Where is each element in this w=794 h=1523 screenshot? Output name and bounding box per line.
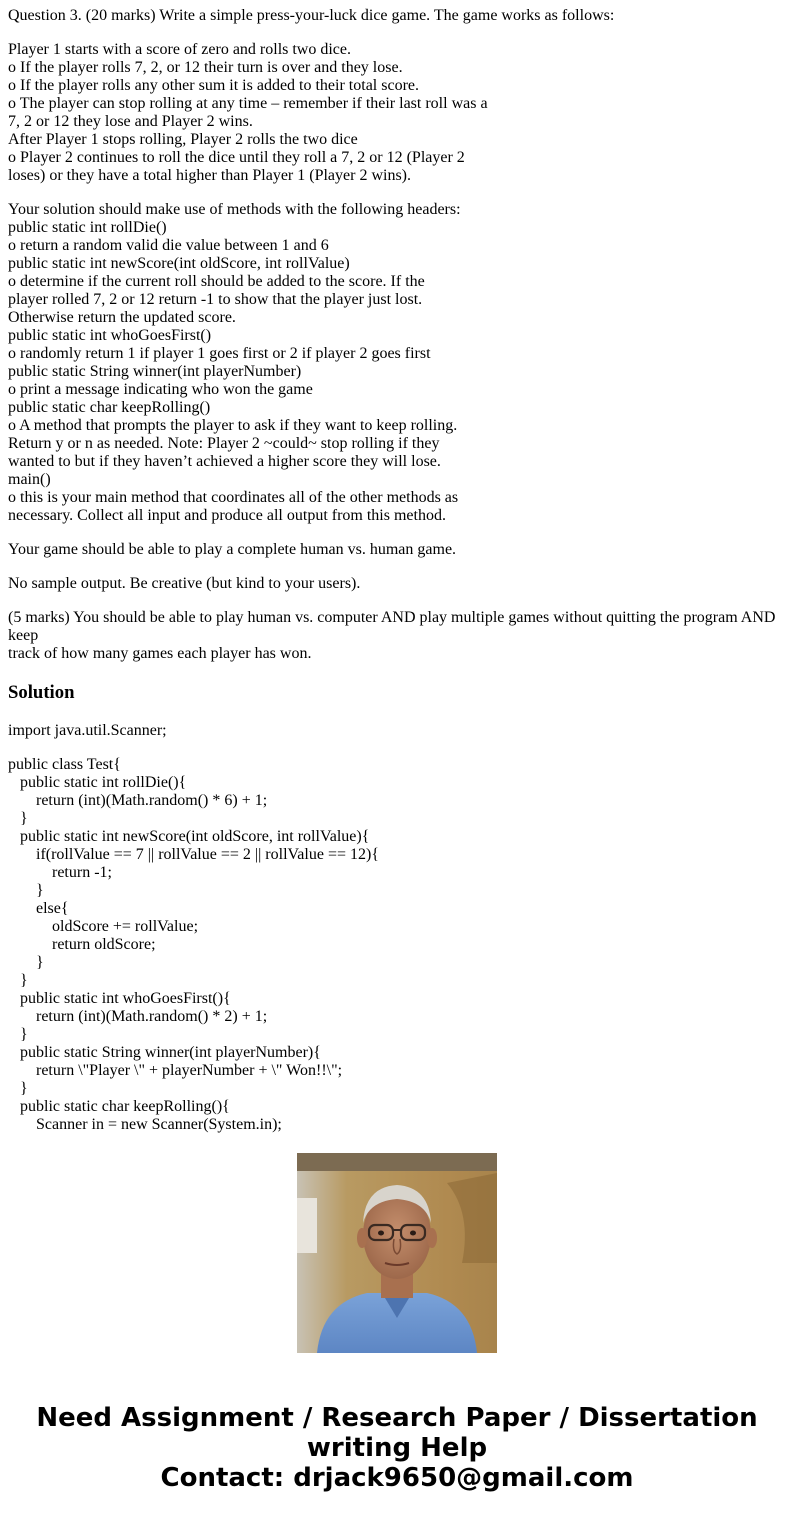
text-line: public static char keepRolling() [8, 399, 211, 416]
code-line: return -1; [8, 864, 112, 881]
text-line: player rolled 7, 2 or 12 return -1 to show that the player just lost. [8, 291, 423, 308]
text-line: After Player 1 stops rolling, Player 2 rolls the two dice [8, 131, 358, 148]
method-headers-paragraph [8, 201, 788, 525]
text-line: o return a random valid die value between 1 and 6 [8, 237, 329, 254]
code-line: public static int whoGoesFirst(){ [8, 990, 231, 1007]
text-line: Player 1 starts with a score of zero and rolls two dice. [8, 41, 352, 58]
code-line: if(rollValue == 7 || rollValue == 2 || rollValue == 12){ [8, 846, 380, 863]
bonus-marks-paragraph [8, 609, 788, 663]
import-statement [8, 722, 788, 740]
text-line: public static String winner(int playerNumber) [8, 363, 302, 380]
code-line: return oldScore; [8, 936, 156, 953]
text-line: Return y or n as needed. Note: Player 2 ~could~ stop rolling if they [8, 435, 440, 452]
promo-line-2: writing Help [306, 1433, 488, 1463]
text-line: o print a message indicating who won the game [8, 381, 313, 398]
text-line: Your solution should make use of methods with the following headers: [8, 201, 461, 218]
code-line: } [8, 1026, 28, 1043]
code-line: return \"Player \" + playerNumber + \" Won!!\"; [8, 1062, 343, 1079]
text-line: public static int whoGoesFirst() [8, 327, 212, 344]
code-line: } [8, 954, 44, 971]
human-vs-human-paragraph [8, 541, 788, 559]
author-avatar [297, 1153, 497, 1353]
code-line: } [8, 1080, 28, 1097]
text-line: o randomly return 1 if player 1 goes first or 2 if player 2 goes first [8, 345, 431, 362]
text-line: o If the player rolls any other sum it is added to their total score. [8, 77, 419, 94]
promo-footer [0, 1403, 794, 1493]
code-line: public static char keepRolling(){ [8, 1098, 230, 1115]
text-line: o The player can stop rolling at any time – remember if their last roll was a [8, 95, 488, 112]
code-line: } [8, 882, 44, 899]
question-title-paragraph [8, 7, 788, 25]
code-line: Scanner in = new Scanner(System.in); [8, 1116, 282, 1133]
text-line: o If the player rolls 7, 2, or 12 their turn is over and they lose. [8, 59, 403, 76]
promo-line-1: Need Assignment / Research Paper / Dissertation [36, 1403, 758, 1433]
solution-heading: Solution [8, 682, 75, 703]
sample-output-paragraph [8, 575, 788, 593]
text-line: No sample output. Be creative (but kind to your users). [8, 575, 361, 592]
game-rules-paragraph [8, 41, 788, 185]
code-line: } [8, 810, 28, 827]
code-line: public static int newScore(int oldScore, int rollValue){ [8, 828, 370, 845]
code-line: public class Test{ [8, 756, 121, 773]
text-line: Question 3. (20 marks) Write a simple press-your-luck dice game. The game works as follows: [8, 7, 615, 24]
text-line: o Player 2 continues to roll the dice until they roll a 7, 2 or 12 (Player 2 [8, 149, 465, 166]
code-line: return (int)(Math.random() * 6) + 1; [8, 792, 268, 809]
text-line: wanted to but if they haven’t achieved a higher score they will lose. [8, 453, 441, 470]
solution-code-block [8, 756, 788, 1134]
code-line: oldScore += rollValue; [8, 918, 199, 935]
text-line: public static int rollDie() [8, 219, 167, 236]
text-line: o determine if the current roll should be added to the score. If the [8, 273, 425, 290]
text-line: o this is your main method that coordinates all of the other methods as [8, 489, 459, 506]
text-line: main() [8, 471, 51, 488]
text-line: track of how many games each player has won. [8, 645, 312, 662]
document-content [8, 7, 788, 1133]
text-line: Otherwise return the updated score. [8, 309, 236, 326]
promo-contact-line: Contact: drjack9650@gmail.com [160, 1463, 634, 1493]
text-line: necessary. Collect all input and produce all output from this method. [8, 507, 446, 524]
code-line: else{ [8, 900, 69, 917]
code-line: } [8, 972, 28, 989]
code-line: public static String winner(int playerNumber){ [8, 1044, 321, 1061]
import-line: import java.util.Scanner; [8, 722, 167, 739]
text-line: o A method that prompts the player to ask if they want to keep rolling. [8, 417, 458, 434]
code-line: return (int)(Math.random() * 2) + 1; [8, 1008, 268, 1025]
code-line: public static int rollDie(){ [8, 774, 187, 791]
text-line: loses) or they have a total higher than Player 1 (Player 2 wins). [8, 167, 411, 184]
text-line: Your game should be able to play a complete human vs. human game. [8, 541, 457, 558]
text-line: public static int newScore(int oldScore, int rollValue) [8, 255, 350, 272]
text-line: 7, 2 or 12 they lose and Player 2 wins. [8, 113, 253, 130]
author-portrait-image [297, 1153, 497, 1353]
text-line: (5 marks) You should be able to play human vs. computer AND play multiple games without quitting the program AND keep [8, 609, 780, 644]
